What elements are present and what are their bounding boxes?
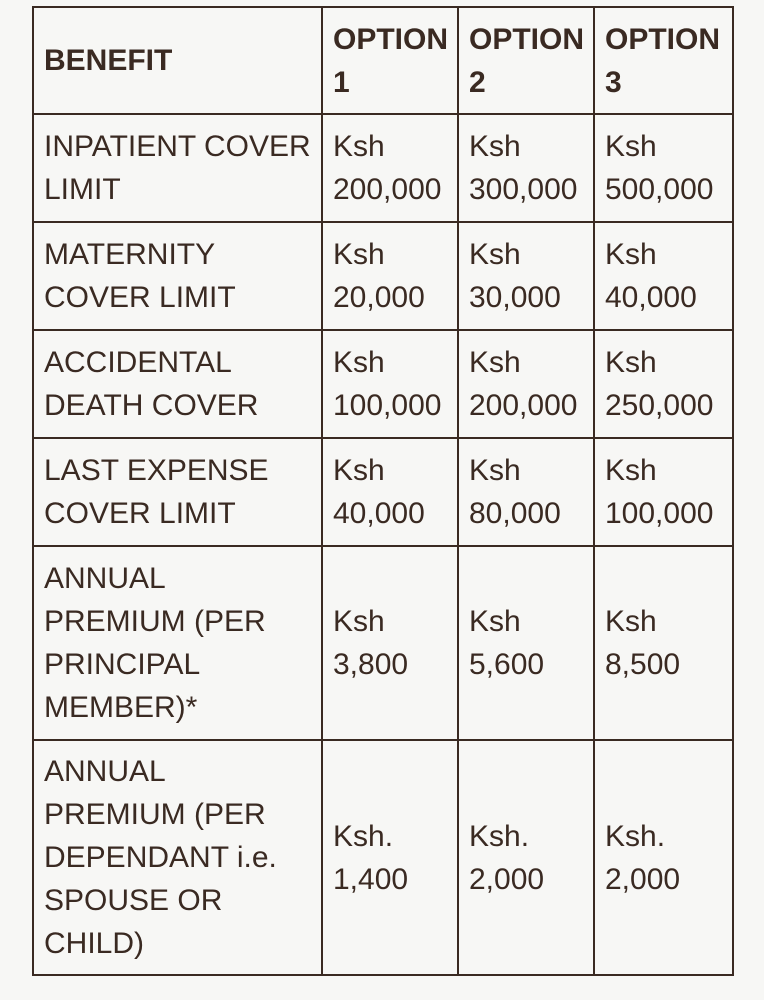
benefit-cell <box>33 546 322 740</box>
header-option-2 <box>458 7 594 114</box>
option-value-cell <box>594 438 733 546</box>
table-row <box>33 546 733 740</box>
currency-label: Ksh <box>333 454 385 487</box>
amount-value: 40,000 <box>333 497 425 530</box>
amount-value: 8,500 <box>605 648 681 681</box>
currency-label: Ksh <box>605 238 657 271</box>
amount-value: 250,000 <box>605 389 714 422</box>
header-option-label: OPTION <box>605 22 721 56</box>
header-option-number: 3 <box>605 65 622 99</box>
option-value-cell <box>594 222 733 330</box>
option-value-cell <box>458 222 594 330</box>
header-option-number: 1 <box>333 65 350 99</box>
header-option-label: OPTION <box>469 22 585 56</box>
option-value-cell <box>594 330 733 438</box>
option-value-cell <box>458 546 594 740</box>
amount-value: 200,000 <box>333 173 442 206</box>
currency-label: Ksh <box>333 605 385 638</box>
header-option-label: OPTION <box>333 22 449 56</box>
amount-value: 100,000 <box>333 389 442 422</box>
option-value-cell <box>458 114 594 222</box>
header-row <box>33 7 733 114</box>
option-value-cell <box>594 546 733 740</box>
option-value-cell <box>322 114 458 222</box>
currency-label: Ksh <box>333 238 385 271</box>
currency-label: Ksh. <box>605 819 666 853</box>
benefit-label: LAST EXPENSE COVER LIMIT <box>44 454 269 530</box>
option-value-cell <box>322 546 458 740</box>
amount-value: 80,000 <box>469 497 561 530</box>
option-value-cell <box>458 330 594 438</box>
option-value-cell <box>458 740 594 975</box>
option-value-cell <box>594 740 733 975</box>
benefit-label: MATERNITY COVER LIMIT <box>44 238 236 314</box>
option-value-cell <box>322 740 458 975</box>
currency-label: Ksh <box>333 130 385 163</box>
currency-label: Ksh <box>469 605 521 638</box>
amount-value: 1,400 <box>333 862 409 896</box>
currency-label: Ksh <box>605 130 657 163</box>
currency-label: Ksh <box>605 605 657 638</box>
header-benefit-label: BENEFIT <box>44 44 173 77</box>
header-option-number: 2 <box>469 65 486 99</box>
benefit-cell <box>33 114 322 222</box>
amount-value: 500,000 <box>605 173 714 206</box>
currency-label: Ksh <box>469 130 521 163</box>
amount-value: 20,000 <box>333 281 425 314</box>
benefit-label: INPATIENT COVER LIMIT <box>44 130 311 206</box>
benefit-label: ANNUAL PREMIUM (PER PRINCIPAL MEMBER)* <box>44 562 266 724</box>
currency-label: Ksh <box>605 346 657 379</box>
amount-value: 30,000 <box>469 281 561 314</box>
option-value-cell <box>322 438 458 546</box>
option-value-cell <box>594 114 733 222</box>
currency-label: Ksh <box>469 238 521 271</box>
currency-label: Ksh. <box>469 819 530 853</box>
benefit-cell <box>33 330 322 438</box>
option-value-cell <box>322 330 458 438</box>
option-value-cell <box>322 222 458 330</box>
header-benefit <box>33 7 322 114</box>
benefit-cell <box>33 438 322 546</box>
table-row <box>33 330 733 438</box>
amount-value: 40,000 <box>605 281 697 314</box>
amount-value: 2,000 <box>469 862 545 896</box>
currency-label: Ksh <box>469 346 521 379</box>
benefit-label: ANNUAL PREMIUM (PER DEPENDANT i.e. SPOUSE OR CHILD) <box>44 755 277 960</box>
amount-value: 5,600 <box>469 648 545 681</box>
amount-value: 100,000 <box>605 497 714 530</box>
currency-label: Ksh <box>469 454 521 487</box>
benefits-table <box>32 6 734 976</box>
header-option-3 <box>594 7 733 114</box>
benefit-label: ACCIDENTAL DEATH COVER <box>44 346 259 422</box>
table-row <box>33 222 733 330</box>
currency-label: Ksh. <box>333 819 394 853</box>
header-option-1 <box>322 7 458 114</box>
option-value-cell <box>458 438 594 546</box>
amount-value: 300,000 <box>469 173 578 206</box>
amount-value: 3,800 <box>333 648 409 681</box>
currency-label: Ksh <box>605 454 657 487</box>
amount-value: 200,000 <box>469 389 578 422</box>
table-row <box>33 438 733 546</box>
table-row <box>33 114 733 222</box>
benefit-cell <box>33 740 322 975</box>
currency-label: Ksh <box>333 346 385 379</box>
amount-value: 2,000 <box>605 862 681 896</box>
benefit-cell <box>33 222 322 330</box>
table-row <box>33 740 733 975</box>
